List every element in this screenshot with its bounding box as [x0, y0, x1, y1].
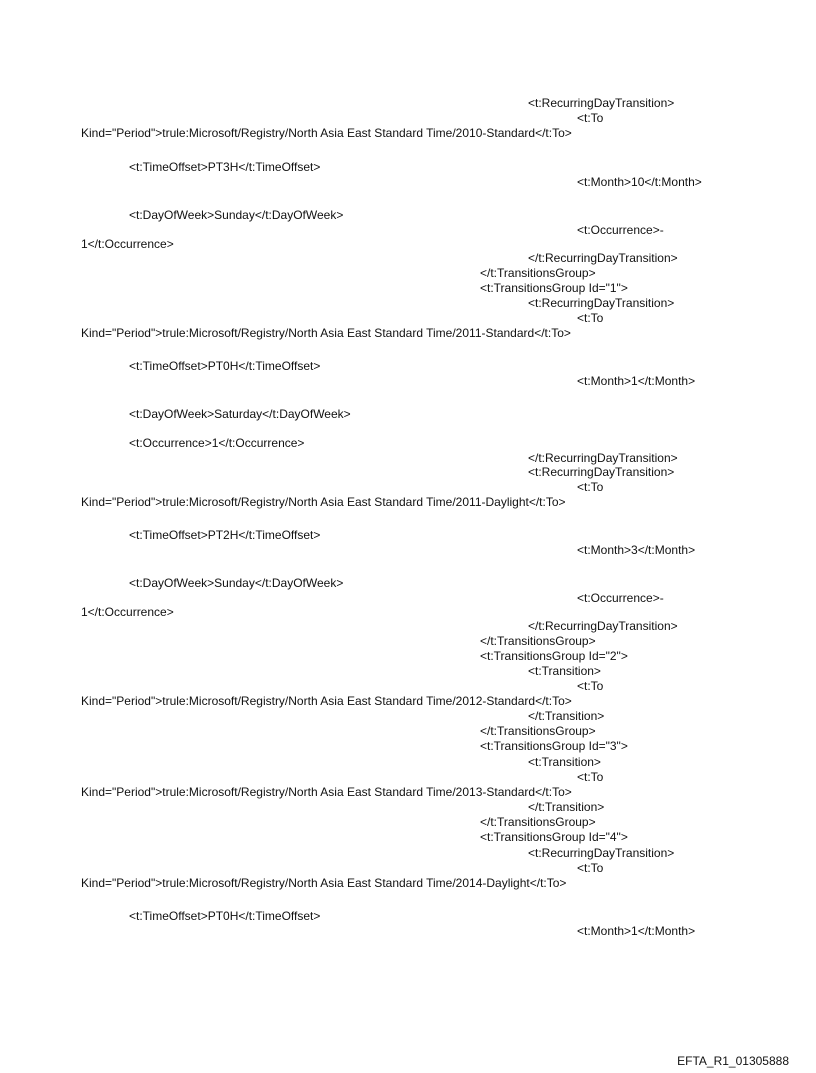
xml-line: </t:Transition>	[528, 709, 605, 723]
xml-line: <t:TransitionsGroup Id="3">	[480, 739, 628, 753]
xml-line: <t:RecurringDayTransition>	[528, 846, 675, 860]
xml-line: </t:Transition>	[528, 800, 605, 814]
xml-line: <t:TimeOffset>PT0H</t:TimeOffset>	[129, 909, 321, 923]
xml-line: </t:RecurringDayTransition>	[528, 619, 678, 633]
xml-line: <t:To	[577, 111, 604, 125]
xml-line: <t:Transition>	[528, 664, 601, 678]
xml-line: <t:RecurringDayTransition>	[528, 465, 675, 479]
xml-line: </t:RecurringDayTransition>	[528, 451, 678, 465]
xml-line: <t:Month>3</t:Month>	[577, 543, 696, 557]
xml-line: </t:TransitionsGroup>	[480, 815, 596, 829]
xml-line: <t:DayOfWeek>Sunday</t:DayOfWeek>	[129, 208, 344, 222]
xml-line: Kind="Period">trule:Microsoft/Registry/North Asia East Standard Time/2010-Standard</t:To>	[81, 126, 572, 140]
xml-line: </t:TransitionsGroup>	[480, 634, 596, 648]
xml-line: <t:Occurrence>1</t:Occurrence>	[129, 436, 305, 450]
xml-line: <t:TimeOffset>PT2H</t:TimeOffset>	[129, 528, 321, 542]
xml-line: <t:Occurrence>-	[577, 591, 664, 605]
xml-line: <t:Occurrence>-	[577, 223, 664, 237]
xml-line: <t:Month>10</t:Month>	[577, 175, 702, 189]
xml-line: Kind="Period">trule:Microsoft/Registry/North Asia East Standard Time/2011-Standard</t:To>	[81, 326, 571, 340]
xml-line: <t:RecurringDayTransition>	[528, 96, 675, 110]
xml-line: Kind="Period">trule:Microsoft/Registry/North Asia East Standard Time/2013-Standard</t:To>	[81, 785, 572, 799]
xml-line: 1</t:Occurrence>	[81, 237, 174, 251]
xml-line: <t:TransitionsGroup Id="4">	[480, 830, 628, 844]
xml-line: Kind="Period">trule:Microsoft/Registry/North Asia East Standard Time/2011-Daylight</t:To>	[81, 495, 566, 509]
xml-line: <t:To	[577, 311, 604, 325]
xml-line: <t:RecurringDayTransition>	[528, 296, 675, 310]
xml-line: <t:Transition>	[528, 755, 601, 769]
xml-line: <t:TimeOffset>PT3H</t:TimeOffset>	[129, 160, 321, 174]
document-id: EFTA_R1_01305888	[677, 1054, 789, 1068]
xml-line: <t:TransitionsGroup Id="1">	[480, 281, 628, 295]
xml-line: 1</t:Occurrence>	[81, 605, 174, 619]
xml-line: <t:To	[577, 770, 604, 784]
xml-line: </t:TransitionsGroup>	[480, 266, 596, 280]
xml-line: Kind="Period">trule:Microsoft/Registry/North Asia East Standard Time/2014-Daylight</t:To>	[81, 876, 567, 890]
xml-line: </t:TransitionsGroup>	[480, 724, 596, 738]
xml-line: <t:DayOfWeek>Sunday</t:DayOfWeek>	[129, 576, 344, 590]
xml-line: <t:Month>1</t:Month>	[577, 924, 696, 938]
xml-line: <t:TimeOffset>PT0H</t:TimeOffset>	[129, 359, 321, 373]
xml-line: <t:TransitionsGroup Id="2">	[480, 649, 628, 663]
xml-line: <t:DayOfWeek>Saturday</t:DayOfWeek>	[129, 407, 351, 421]
xml-line: <t:To	[577, 480, 604, 494]
xml-line: </t:RecurringDayTransition>	[528, 251, 678, 265]
xml-line: <t:To	[577, 679, 604, 693]
xml-line: <t:Month>1</t:Month>	[577, 374, 696, 388]
xml-line: <t:To	[577, 861, 604, 875]
xml-line: Kind="Period">trule:Microsoft/Registry/North Asia East Standard Time/2012-Standard</t:To>	[81, 694, 572, 708]
